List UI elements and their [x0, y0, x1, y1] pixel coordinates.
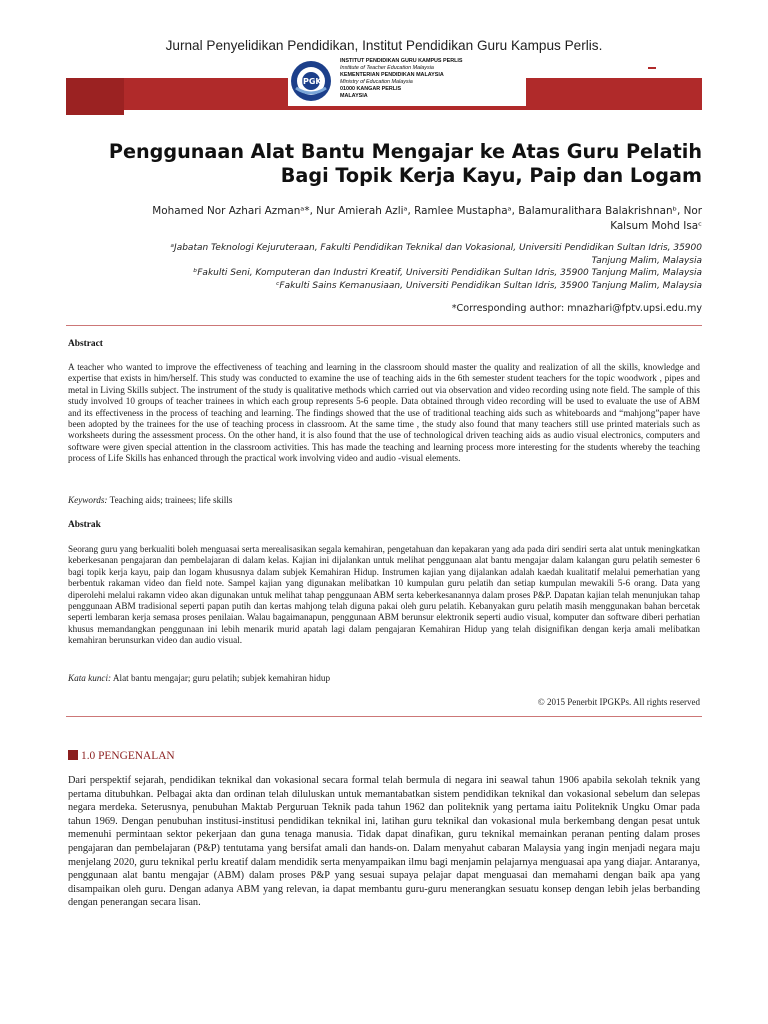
- affiliations: [66, 242, 702, 292]
- section-heading-text: 1.0 PENGENALAN: [81, 750, 175, 762]
- logo-line: Ministry of Education Malaysia: [340, 79, 413, 86]
- copyright: © 2015 Penerbit IPGKPs. All rights reserved: [537, 697, 700, 707]
- section-square-icon: [68, 750, 78, 760]
- title-line: Penggunaan Alat Bantu Mengajar ke Atas Guru Pelatih: [108, 140, 702, 163]
- article-title: [66, 140, 702, 188]
- keywords-text: Teaching aids; trainees; life skills: [107, 495, 233, 505]
- divider: [66, 325, 702, 326]
- logo-line: Institute of Teacher Education Malaysia: [340, 65, 434, 72]
- kata-kunci-text: Alat bantu mengajar; guru pelatih; subjek kemahiran hidup: [111, 673, 331, 683]
- affiliation-c: ᶜFakulti Sains Kemanusiaan, Universiti Pendidikan Sultan Idris, 35900 Tanjung Malim, Malaysia: [276, 280, 702, 291]
- abstrak-body: Seorang guru yang berkualiti boleh menguasai serta merealisasikan segala kemahiran, pengetahuan dan kepakaran yang ada pada diri sendiri serta alat untuk meningkatkan keberkesanan pengajaran dan pembelajaran di dalam kelas. Kajian ini dijalankan untuk melihat penggunaan alat bantu mengajar dalam kalangan guru pelatih semester 6 bagi topik kerja kayu, paip dan logam khususnya dalam subjek Kemahiran Hidup. Instrumen kajian yang dijalankan adalah kaedah kualitatif melalui pemerhatian yang berbentuk rakaman video dan field note. Sampel kajian yang digunakan melibatkan 10 kumpulan guru pelatih dan setiap kumpulan mewakili 5-6 orang. Data yang diperolehi melalui rakamn video akan digunakan untuk melihat tahap penggunaan ABM serta keberkesanannya dalam proses P&P. Dapatan kajian telah menunjukan tahap penggunaan ABM tradisional seperti papan putih dan kertas mahjong telah diguna pakai oleh guru pelatih. Kebanyakan guru pelatih masih menggunakan bahan bercetak seperti lembaran kerja semasa proses penilaian. Walau bagaimanapun, penggunaan ABM berunsur elektronik seperti audio visual, komputer dan software diberi perhatian khusus memandangkan penggunaan ini lebih menarik murid apatah lagi dalam pengajaran Kemahiran Hidup yang telah disignifikan dengan kerja amali melibatkan kemahiran berunsurkan video dan audio visual.: [68, 544, 700, 646]
- institution-logo: [288, 56, 526, 106]
- logo-line: MALAYSIA: [340, 93, 368, 100]
- title-line: Bagi Topik Kerja Kayu, Paip dan Logam: [280, 164, 702, 187]
- logo-mark: IPGK: [300, 77, 322, 86]
- journal-title: Jurnal Penyelidikan Pendidikan, Institut Pendidikan Guru Kampus Perlis.: [165, 38, 603, 53]
- section-body: Dari perspektif sejarah, pendidikan teknikal dan vokasional secara formal telah bermula di negara ini seawal tahun 1906 apabila sekolah teknik yang pertama ditubuhkan. Pelbagai akta dan ordinan telah diluluskan untuk memantabatkan sistem pendidikan teknikal dan vokasional sebelum dan selepas negara merdeka. Seterusnya, penubuhan Maktab Perguruan Teknik pada tahun 1962 dan politeknik yang pertama iaitu Politeknik Ungku Omar pada tahun 1969. Dengan penubuhan institusi-institusi pendidikan teknikal ini, latihan guru teknikal dan vokasional mula berkembang dengan pesat untuk memenuhi permintaan sektor pekerjaan dan guna tenaga manusia. Tidak dapat dinafikan, guru teknikal memainkan peranan penting dalam proses pengajaran dan pembelajaran (P&P) tentutama yang bersifat amali dan hands-on. Dalam menyahut cabaran Malaysia yang ingin menjadi negara maju menjelang 2020, guru teknikal perlu kreatif dalam mendidik serta menyampaikan ilmu bagi menjamin pelajarnya menguasai apa yang diajar. Antaranya, penggunaan alat bantu mengajar (ABM) dalam proses P&P yang sesuai supaya pelajar dapat menguasai dan memahami dengan baik apa yang disampaikan oleh guru. Dengan adanya ABM yang relevan, ia dapat membantu guru-guru menerangkan sesuatu konsep dengan lebih jelas berbanding dengan penerangan secara lisan.: [68, 775, 700, 909]
- ipgk-logo-icon: [290, 60, 332, 102]
- authors-line: Mohamed Nor Azhari Azmanᵃ*, Nur Amierah Azliᵃ, Ramlee Mustaphaᵃ, Balamuralithara Balakrishnanᵇ, Nor: [152, 205, 702, 217]
- affiliation-a: ᵃJabatan Teknologi Kejuruteraan, Fakulti Pendidikan Teknikal dan Vokasional, Universiti Pendidikan Sultan Idris, 35900: [170, 243, 702, 253]
- keywords-label: Keywords:: [68, 495, 108, 505]
- author-list: [66, 204, 702, 233]
- divider: [66, 716, 702, 717]
- abstrak-heading: Abstrak: [68, 520, 101, 530]
- section-heading: [68, 750, 175, 762]
- logo-text: [340, 58, 463, 101]
- affiliation-a-cont: Tanjung Malim, Malaysia: [591, 255, 702, 266]
- kata-kunci-label: Kata kunci:: [68, 673, 112, 683]
- logo-line: INSTITUT PENDIDIKAN GURU KAMPUS PERLIS: [340, 58, 463, 64]
- abstract-body: A teacher who wanted to improve the effectiveness of teaching and learning in the classroom should master the quality and realization of all the skills, knowledge and expertise that exists in him/herself. This study was conducted to examine the use of teaching aids in the 6th semester student teachers for the topic woodwork , pipes and metal in Living Skills subject. The instrument of the study is qualitative methods which carried out via observation and video recording using note field. The sample of this study involved 10 groups of teacher trainees in which each group represents 5-6 people. Data obtained through video recording will be used to evaluate the use of ABM and its effectiveness in the process of teaching and learning. The findings showed that the use of traditional teaching aids such as whiteboards and “mahjong”paper have been adopted by the trainees for the use of teaching process in classroom. At the same time , the study also found that many teachers still use printed materials such as worksheets during the assessment process. On the other hand, it is also found that the use of technological driven teaching aids as audio visual electronics, computers and software were given special attention in the classroom activities. This has made the teaching and learning process more interesting for the students whereby the teaching process of Life Skills has enhanced through the practical work involving video and audio -visual elements.: [68, 362, 700, 464]
- affiliation-b: ᵇFakulti Seni, Komputeran dan Industri Kreatif, Universiti Pendidikan Sultan Idris, 35900 Tanjung Malim, Malaysia: [193, 268, 702, 279]
- logo-line: 01000 KANGAR PERLIS: [340, 86, 402, 93]
- abstract-heading: Abstract: [68, 339, 103, 349]
- corresponding-author: *Corresponding author: mnazhari@fptv.upsi.edu.my: [451, 303, 702, 314]
- kata-kunci: [68, 673, 330, 683]
- banner-divider: [124, 110, 702, 115]
- logo-line: KEMENTERIAN PENDIDIKAN MALAYSIA: [340, 72, 444, 79]
- authors-line: Kalsum Mohd Isaᶜ: [610, 219, 702, 232]
- header-banner-left-block: [66, 78, 124, 115]
- keywords: [68, 495, 232, 505]
- header-accent-mark: [648, 67, 656, 69]
